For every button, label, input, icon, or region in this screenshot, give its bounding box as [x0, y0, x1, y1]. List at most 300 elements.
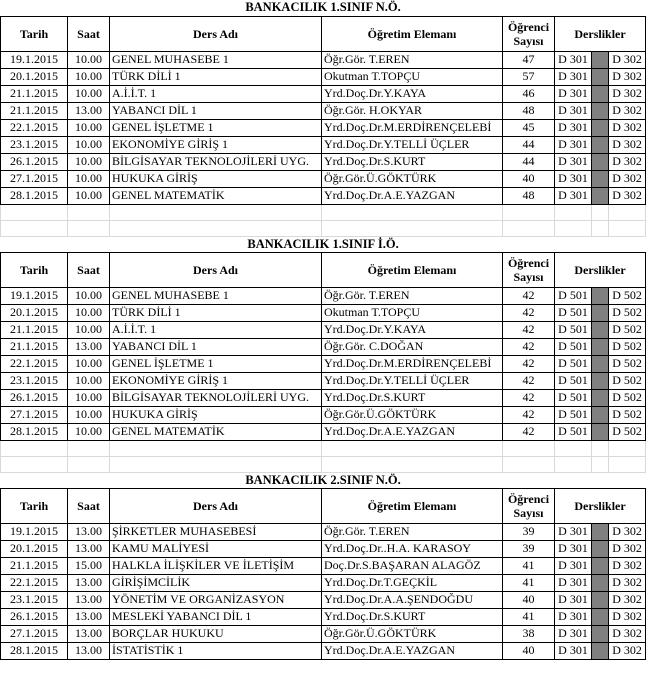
header-students[interactable]	[503, 16, 555, 51]
table-row	[1, 591, 646, 608]
date-cell[interactable]: 23.1.2015	[1, 136, 68, 153]
time-cell[interactable]: 10.00	[68, 119, 110, 136]
empty-cell[interactable]	[555, 456, 592, 472]
empty-cell[interactable]	[592, 456, 609, 472]
time-cell[interactable]: 10.00	[68, 187, 110, 204]
course-cell[interactable]: GENEL İŞLETME 1	[110, 119, 322, 136]
header-students-line2: Sayısı	[513, 269, 544, 284]
lecturer-cell[interactable]: Öğr.Gör.Ü.GÖKTÜRK	[322, 170, 503, 187]
header-rooms[interactable]: Derslikler	[555, 16, 646, 51]
gray-spacer-cell[interactable]	[592, 304, 609, 321]
gray-spacer-cell[interactable]	[592, 389, 609, 406]
room2-cell[interactable]: D 302	[609, 153, 646, 170]
room1-cell[interactable]: D 501	[555, 287, 592, 304]
header-time[interactable]: Saat	[68, 252, 110, 287]
course-cell[interactable]: GENEL İŞLETME 1	[110, 355, 322, 372]
empty-cell[interactable]	[609, 440, 646, 456]
section-title[interactable]: BANKACILIK 1.SINIF N.Ö.	[1, 0, 646, 16]
lecturer-cell[interactable]: Yrd.Doç.Dr.S.KURT	[322, 608, 503, 625]
date-cell[interactable]: 22.1.2015	[1, 574, 68, 591]
room2-cell[interactable]: D 302	[609, 540, 646, 557]
course-cell[interactable]: ŞİRKETLER MUHASEBESİ	[110, 523, 322, 540]
lecturer-cell[interactable]: Öğr.Gör. C.DOĞAN	[322, 338, 503, 355]
room2-cell[interactable]: D 502	[609, 372, 646, 389]
empty-cell[interactable]	[503, 456, 555, 472]
room2-cell[interactable]: D 302	[609, 608, 646, 625]
room1-cell[interactable]: D 301	[555, 51, 592, 68]
lecturer-cell[interactable]: Yrd.Doç.Dr.A.E.YAZGAN	[322, 423, 503, 440]
time-cell[interactable]: 13.00	[68, 574, 110, 591]
empty-cell[interactable]	[1, 456, 68, 472]
time-cell[interactable]: 10.00	[68, 355, 110, 372]
room2-cell[interactable]: D 302	[609, 625, 646, 642]
date-cell[interactable]: 27.1.2015	[1, 406, 68, 423]
room2-cell[interactable]: D 502	[609, 321, 646, 338]
header-students-line1: Öğrenci	[507, 19, 550, 34]
room2-cell[interactable]: D 302	[609, 102, 646, 119]
time-cell[interactable]: 10.00	[68, 372, 110, 389]
students-cell[interactable]: 47	[503, 51, 555, 68]
time-cell[interactable]: 13.00	[68, 608, 110, 625]
gray-spacer-cell[interactable]	[592, 557, 609, 574]
time-cell[interactable]: 10.00	[68, 170, 110, 187]
course-cell[interactable]: TÜRK DİLİ 1	[110, 304, 322, 321]
table-row	[1, 557, 646, 574]
time-cell[interactable]: 15.00	[68, 557, 110, 574]
date-cell[interactable]: 26.1.2015	[1, 153, 68, 170]
date-cell[interactable]: 20.1.2015	[1, 68, 68, 85]
course-cell[interactable]: YABANCI DİL 1	[110, 102, 322, 119]
room1-cell[interactable]: D 301	[555, 574, 592, 591]
date-cell[interactable]: 26.1.2015	[1, 608, 68, 625]
students-cell[interactable]: 42	[503, 355, 555, 372]
room1-cell[interactable]: D 301	[555, 642, 592, 659]
header-students[interactable]	[503, 252, 555, 287]
room2-cell[interactable]: D 302	[609, 574, 646, 591]
table-row	[1, 119, 646, 136]
room1-cell[interactable]: D 301	[555, 523, 592, 540]
students-cell[interactable]: 42	[503, 406, 555, 423]
date-cell[interactable]: 21.1.2015	[1, 338, 68, 355]
students-cell[interactable]: 44	[503, 136, 555, 153]
time-cell[interactable]: 10.00	[68, 406, 110, 423]
gray-spacer-cell[interactable]	[592, 642, 609, 659]
empty-cell[interactable]	[609, 220, 646, 236]
gray-spacer-cell[interactable]	[592, 406, 609, 423]
empty-cell[interactable]	[592, 204, 609, 220]
empty-cell[interactable]	[503, 220, 555, 236]
header-time[interactable]: Saat	[68, 488, 110, 523]
students-cell[interactable]: 42	[503, 338, 555, 355]
time-cell[interactable]: 10.00	[68, 304, 110, 321]
header-date[interactable]: Tarih	[1, 252, 68, 287]
column-header-row	[1, 252, 646, 287]
room1-cell[interactable]: D 301	[555, 170, 592, 187]
header-lecturer[interactable]: Öğretim Elemanı	[322, 488, 503, 523]
students-cell[interactable]: 45	[503, 119, 555, 136]
room2-cell[interactable]: D 502	[609, 287, 646, 304]
room1-cell[interactable]: D 501	[555, 321, 592, 338]
table-row	[1, 574, 646, 591]
time-cell[interactable]: 10.00	[68, 85, 110, 102]
room1-cell[interactable]: D 301	[555, 540, 592, 557]
course-cell[interactable]: HUKUKA GİRİŞ	[110, 170, 322, 187]
students-cell[interactable]: 42	[503, 321, 555, 338]
students-cell[interactable]: 42	[503, 423, 555, 440]
room2-cell[interactable]: D 302	[609, 557, 646, 574]
time-cell[interactable]: 13.00	[68, 102, 110, 119]
date-cell[interactable]: 23.1.2015	[1, 591, 68, 608]
table-row	[1, 287, 646, 304]
gray-spacer-cell[interactable]	[592, 608, 609, 625]
date-cell[interactable]: 28.1.2015	[1, 187, 68, 204]
empty-cell[interactable]	[110, 456, 322, 472]
section-title-row	[1, 0, 646, 16]
empty-cell[interactable]	[110, 440, 322, 456]
gray-spacer-cell[interactable]	[592, 85, 609, 102]
gray-spacer-cell[interactable]	[592, 355, 609, 372]
empty-cell[interactable]	[68, 220, 110, 236]
column-header-row	[1, 16, 646, 51]
gray-spacer-cell[interactable]	[592, 170, 609, 187]
date-cell[interactable]: 21.1.2015	[1, 85, 68, 102]
gray-spacer-cell[interactable]	[592, 372, 609, 389]
room1-cell[interactable]: D 301	[555, 187, 592, 204]
lecturer-cell[interactable]: Öğr.Gör. T.EREN	[322, 287, 503, 304]
date-cell[interactable]: 19.1.2015	[1, 51, 68, 68]
section-title[interactable]: BANKACILIK 2.SINIF N.Ö.	[1, 472, 646, 488]
date-cell[interactable]: 22.1.2015	[1, 119, 68, 136]
lecturer-cell[interactable]: Yrd.Doç.Dr.M.ERDİRENÇELEBİ	[322, 119, 503, 136]
room1-cell[interactable]: D 501	[555, 304, 592, 321]
students-cell[interactable]: 48	[503, 187, 555, 204]
date-cell[interactable]: 20.1.2015	[1, 304, 68, 321]
table-row	[1, 321, 646, 338]
empty-cell[interactable]	[503, 440, 555, 456]
course-cell[interactable]: GENEL MATEMATİK	[110, 423, 322, 440]
room2-cell[interactable]: D 302	[609, 523, 646, 540]
header-students[interactable]	[503, 488, 555, 523]
table-row	[1, 68, 646, 85]
room1-cell[interactable]: D 301	[555, 591, 592, 608]
lecturer-cell[interactable]: Okutman T.TOPÇU	[322, 304, 503, 321]
course-cell[interactable]: YABANCI DİL 1	[110, 338, 322, 355]
date-cell[interactable]: 20.1.2015	[1, 540, 68, 557]
students-cell[interactable]: 39	[503, 523, 555, 540]
empty-cell[interactable]	[110, 204, 322, 220]
students-cell[interactable]: 40	[503, 170, 555, 187]
table-row	[1, 389, 646, 406]
empty-row	[1, 456, 646, 472]
date-cell[interactable]: 19.1.2015	[1, 523, 68, 540]
date-cell[interactable]: 21.1.2015	[1, 321, 68, 338]
gray-spacer-cell[interactable]	[592, 574, 609, 591]
header-students-line1: Öğrenci	[507, 491, 550, 506]
course-cell[interactable]: KAMU MALİYESİ	[110, 540, 322, 557]
course-cell[interactable]: GENEL MUHASEBE 1	[110, 287, 322, 304]
header-course[interactable]: Ders Adı	[110, 252, 322, 287]
room1-cell[interactable]: D 501	[555, 406, 592, 423]
time-cell[interactable]: 10.00	[68, 68, 110, 85]
lecturer-cell[interactable]: Yrd.Doç.Dr.Y.KAYA	[322, 321, 503, 338]
gray-spacer-cell[interactable]	[592, 153, 609, 170]
empty-cell[interactable]	[609, 456, 646, 472]
course-cell[interactable]: A.İ.İ.T. 1	[110, 85, 322, 102]
time-cell[interactable]: 13.00	[68, 540, 110, 557]
time-cell[interactable]: 13.00	[68, 523, 110, 540]
lecturer-cell[interactable]: Öğr.Gör.Ü.GÖKTÜRK	[322, 406, 503, 423]
students-cell[interactable]: 48	[503, 102, 555, 119]
date-cell[interactable]: 21.1.2015	[1, 102, 68, 119]
lecturer-cell[interactable]: Yrd.Doç.Dr.Y.TELLİ ÜÇLER	[322, 372, 503, 389]
room2-cell[interactable]: D 502	[609, 355, 646, 372]
gray-spacer-cell[interactable]	[592, 287, 609, 304]
room1-cell[interactable]: D 301	[555, 68, 592, 85]
header-students-line2: Sayısı	[513, 505, 544, 520]
gray-spacer-cell[interactable]	[592, 540, 609, 557]
lecturer-cell[interactable]: Yrd.Doç.Dr.Y.KAYA	[322, 85, 503, 102]
table-row	[1, 51, 646, 68]
header-course[interactable]: Ders Adı	[110, 488, 322, 523]
course-cell[interactable]: HALKLA İLİŞKİLER VE İLETİŞİM	[110, 557, 322, 574]
empty-cell[interactable]	[322, 204, 503, 220]
course-cell[interactable]: EKONOMİYE GİRİŞ 1	[110, 136, 322, 153]
lecturer-cell[interactable]: Yrd.Doç.Dr.Y.TELLİ ÜÇLER	[322, 136, 503, 153]
lecturer-cell[interactable]: Öğr.Gör.Ü.GÖKTÜRK	[322, 625, 503, 642]
room2-cell[interactable]: D 502	[609, 389, 646, 406]
lecturer-cell[interactable]: Okutman T.TOPÇU	[322, 68, 503, 85]
room1-cell[interactable]: D 301	[555, 85, 592, 102]
room2-cell[interactable]: D 502	[609, 338, 646, 355]
room1-cell[interactable]: D 301	[555, 608, 592, 625]
header-lecturer[interactable]: Öğretim Elemanı	[322, 252, 503, 287]
students-cell[interactable]: 38	[503, 625, 555, 642]
header-students-line1: Öğrenci	[507, 255, 550, 270]
empty-cell[interactable]	[555, 204, 592, 220]
students-cell[interactable]: 41	[503, 608, 555, 625]
lecturer-cell[interactable]: Yrd.Doç.Dr..H.A. KARASOY	[322, 540, 503, 557]
course-cell[interactable]: YÖNETİM VE ORGANİZASYON	[110, 591, 322, 608]
room2-cell[interactable]: D 502	[609, 406, 646, 423]
students-cell[interactable]: 57	[503, 68, 555, 85]
room2-cell[interactable]: D 302	[609, 85, 646, 102]
course-cell[interactable]: BİLGİSAYAR TEKNOLOJİLERİ UYG.	[110, 389, 322, 406]
time-cell[interactable]: 10.00	[68, 136, 110, 153]
course-cell[interactable]: HUKUKA GİRİŞ	[110, 406, 322, 423]
students-cell[interactable]: 42	[503, 372, 555, 389]
lecturer-cell[interactable]: Öğr.Gör. T.EREN	[322, 51, 503, 68]
gray-spacer-cell[interactable]	[592, 338, 609, 355]
header-date[interactable]: Tarih	[1, 488, 68, 523]
empty-row	[1, 204, 646, 220]
date-cell[interactable]: 28.1.2015	[1, 642, 68, 659]
gray-spacer-cell[interactable]	[592, 591, 609, 608]
column-header-row	[1, 488, 646, 523]
room1-cell[interactable]: D 501	[555, 423, 592, 440]
empty-cell[interactable]	[592, 440, 609, 456]
lecturer-cell[interactable]: Yrd.Doç.Dr.A.A.ŞENDOĞDU	[322, 591, 503, 608]
header-rooms[interactable]: Derslikler	[555, 252, 646, 287]
lecturer-cell[interactable]: Yrd.Doç.Dr.A.E.YAZGAN	[322, 187, 503, 204]
section-title-row	[1, 472, 646, 488]
table-row	[1, 608, 646, 625]
header-rooms[interactable]: Derslikler	[555, 488, 646, 523]
date-cell[interactable]: 22.1.2015	[1, 355, 68, 372]
course-cell[interactable]: MESLEKİ YABANCI DİL 1	[110, 608, 322, 625]
date-cell[interactable]: 27.1.2015	[1, 625, 68, 642]
room2-cell[interactable]: D 302	[609, 187, 646, 204]
course-cell[interactable]: GENEL MUHASEBE 1	[110, 51, 322, 68]
room2-cell[interactable]: D 502	[609, 304, 646, 321]
room2-cell[interactable]: D 302	[609, 68, 646, 85]
students-cell[interactable]: 42	[503, 389, 555, 406]
time-cell[interactable]: 10.00	[68, 51, 110, 68]
date-cell[interactable]: 19.1.2015	[1, 287, 68, 304]
time-cell[interactable]: 13.00	[68, 591, 110, 608]
course-cell[interactable]: GİRİŞİMCİLİK	[110, 574, 322, 591]
table-row	[1, 136, 646, 153]
time-cell[interactable]: 13.00	[68, 625, 110, 642]
table-row	[1, 523, 646, 540]
gray-spacer-cell[interactable]	[592, 423, 609, 440]
header-students-line2: Sayısı	[513, 33, 544, 48]
course-cell[interactable]: İSTATİSTİK 1	[110, 642, 322, 659]
empty-row	[1, 220, 646, 236]
room2-cell[interactable]: D 302	[609, 119, 646, 136]
empty-cell[interactable]	[503, 204, 555, 220]
empty-cell[interactable]	[110, 220, 322, 236]
students-cell[interactable]: 41	[503, 574, 555, 591]
course-cell[interactable]: A.İ.İ.T. 1	[110, 321, 322, 338]
room2-cell[interactable]: D 302	[609, 591, 646, 608]
empty-cell[interactable]	[322, 220, 503, 236]
students-cell[interactable]: 42	[503, 304, 555, 321]
gray-spacer-cell[interactable]	[592, 136, 609, 153]
gray-spacer-cell[interactable]	[592, 119, 609, 136]
room2-cell[interactable]: D 302	[609, 170, 646, 187]
time-cell[interactable]: 10.00	[68, 287, 110, 304]
course-cell[interactable]: EKONOMİYE GİRİŞ 1	[110, 372, 322, 389]
table-row	[1, 372, 646, 389]
date-cell[interactable]: 23.1.2015	[1, 372, 68, 389]
empty-cell[interactable]	[555, 220, 592, 236]
room1-cell[interactable]: D 501	[555, 372, 592, 389]
lecturer-cell[interactable]: Yrd.Doç.Dr.T.GEÇKİL	[322, 574, 503, 591]
lecturer-cell[interactable]: Öğr.Gör. H.OKYAR	[322, 102, 503, 119]
table-row	[1, 423, 646, 440]
table-row	[1, 304, 646, 321]
course-cell[interactable]: BİLGİSAYAR TEKNOLOJİLERİ UYG.	[110, 153, 322, 170]
time-cell[interactable]: 10.00	[68, 153, 110, 170]
empty-cell[interactable]	[555, 440, 592, 456]
empty-cell[interactable]	[592, 220, 609, 236]
empty-cell[interactable]	[68, 204, 110, 220]
time-cell[interactable]: 10.00	[68, 423, 110, 440]
room2-cell[interactable]: D 302	[609, 51, 646, 68]
table-row	[1, 170, 646, 187]
date-cell[interactable]: 27.1.2015	[1, 170, 68, 187]
lecturer-cell[interactable]: Yrd.Doç.Dr.M.ERDİRENÇELEBİ	[322, 355, 503, 372]
room1-cell[interactable]: D 301	[555, 153, 592, 170]
table-row	[1, 355, 646, 372]
course-cell[interactable]: GENEL MATEMATİK	[110, 187, 322, 204]
students-cell[interactable]: 42	[503, 287, 555, 304]
gray-spacer-cell[interactable]	[592, 187, 609, 204]
room1-cell[interactable]: D 301	[555, 557, 592, 574]
section-title[interactable]: BANKACILIK 1.SINIF İ.Ö.	[1, 236, 646, 252]
lecturer-cell[interactable]: Öğr.Gör. T.EREN	[322, 523, 503, 540]
students-cell[interactable]: 40	[503, 642, 555, 659]
students-cell[interactable]: 46	[503, 85, 555, 102]
table-row	[1, 85, 646, 102]
students-cell[interactable]: 44	[503, 153, 555, 170]
room1-cell[interactable]: D 301	[555, 119, 592, 136]
room1-cell[interactable]: D 501	[555, 338, 592, 355]
room2-cell[interactable]: D 302	[609, 642, 646, 659]
students-cell[interactable]: 39	[503, 540, 555, 557]
empty-cell[interactable]	[68, 456, 110, 472]
time-cell[interactable]: 13.00	[68, 642, 110, 659]
time-cell[interactable]: 13.00	[68, 338, 110, 355]
room1-cell[interactable]: D 501	[555, 389, 592, 406]
header-course[interactable]: Ders Adı	[110, 16, 322, 51]
course-cell[interactable]: TÜRK DİLİ 1	[110, 68, 322, 85]
room1-cell[interactable]: D 501	[555, 355, 592, 372]
empty-row	[1, 440, 646, 456]
room2-cell[interactable]: D 302	[609, 136, 646, 153]
time-cell[interactable]: 10.00	[68, 389, 110, 406]
gray-spacer-cell[interactable]	[592, 51, 609, 68]
date-cell[interactable]: 21.1.2015	[1, 557, 68, 574]
table-row	[1, 102, 646, 119]
empty-cell[interactable]	[1, 220, 68, 236]
empty-cell[interactable]	[322, 456, 503, 472]
students-cell[interactable]: 41	[503, 557, 555, 574]
date-cell[interactable]: 28.1.2015	[1, 423, 68, 440]
section-title-row	[1, 236, 646, 252]
gray-spacer-cell[interactable]	[592, 321, 609, 338]
course-cell[interactable]: BORÇLAR HUKUKU	[110, 625, 322, 642]
table-row	[1, 642, 646, 659]
lecturer-cell[interactable]: Yrd.Doç.Dr.S.KURT	[322, 153, 503, 170]
gray-spacer-cell[interactable]	[592, 68, 609, 85]
gray-spacer-cell[interactable]	[592, 102, 609, 119]
header-lecturer[interactable]: Öğretim Elemanı	[322, 16, 503, 51]
room1-cell[interactable]: D 301	[555, 136, 592, 153]
lecturer-cell[interactable]: Yrd.Doç.Dr.A.E.YAZGAN	[322, 642, 503, 659]
time-cell[interactable]: 10.00	[68, 321, 110, 338]
gray-spacer-cell[interactable]	[592, 625, 609, 642]
table-row	[1, 153, 646, 170]
lecturer-cell[interactable]: Doç.Dr.S.BAŞARAN ALAGÖZ	[322, 557, 503, 574]
room2-cell[interactable]: D 502	[609, 423, 646, 440]
date-cell[interactable]: 26.1.2015	[1, 389, 68, 406]
room1-cell[interactable]: D 301	[555, 102, 592, 119]
header-time[interactable]: Saat	[68, 16, 110, 51]
gray-spacer-cell[interactable]	[592, 523, 609, 540]
empty-cell[interactable]	[1, 440, 68, 456]
table-row	[1, 540, 646, 557]
empty-cell[interactable]	[322, 440, 503, 456]
header-date[interactable]: Tarih	[1, 16, 68, 51]
empty-cell[interactable]	[1, 204, 68, 220]
empty-cell[interactable]	[68, 440, 110, 456]
empty-cell[interactable]	[609, 204, 646, 220]
lecturer-cell[interactable]: Yrd.Doç.Dr.S.KURT	[322, 389, 503, 406]
students-cell[interactable]: 40	[503, 591, 555, 608]
room1-cell[interactable]: D 301	[555, 625, 592, 642]
table-row	[1, 338, 646, 355]
